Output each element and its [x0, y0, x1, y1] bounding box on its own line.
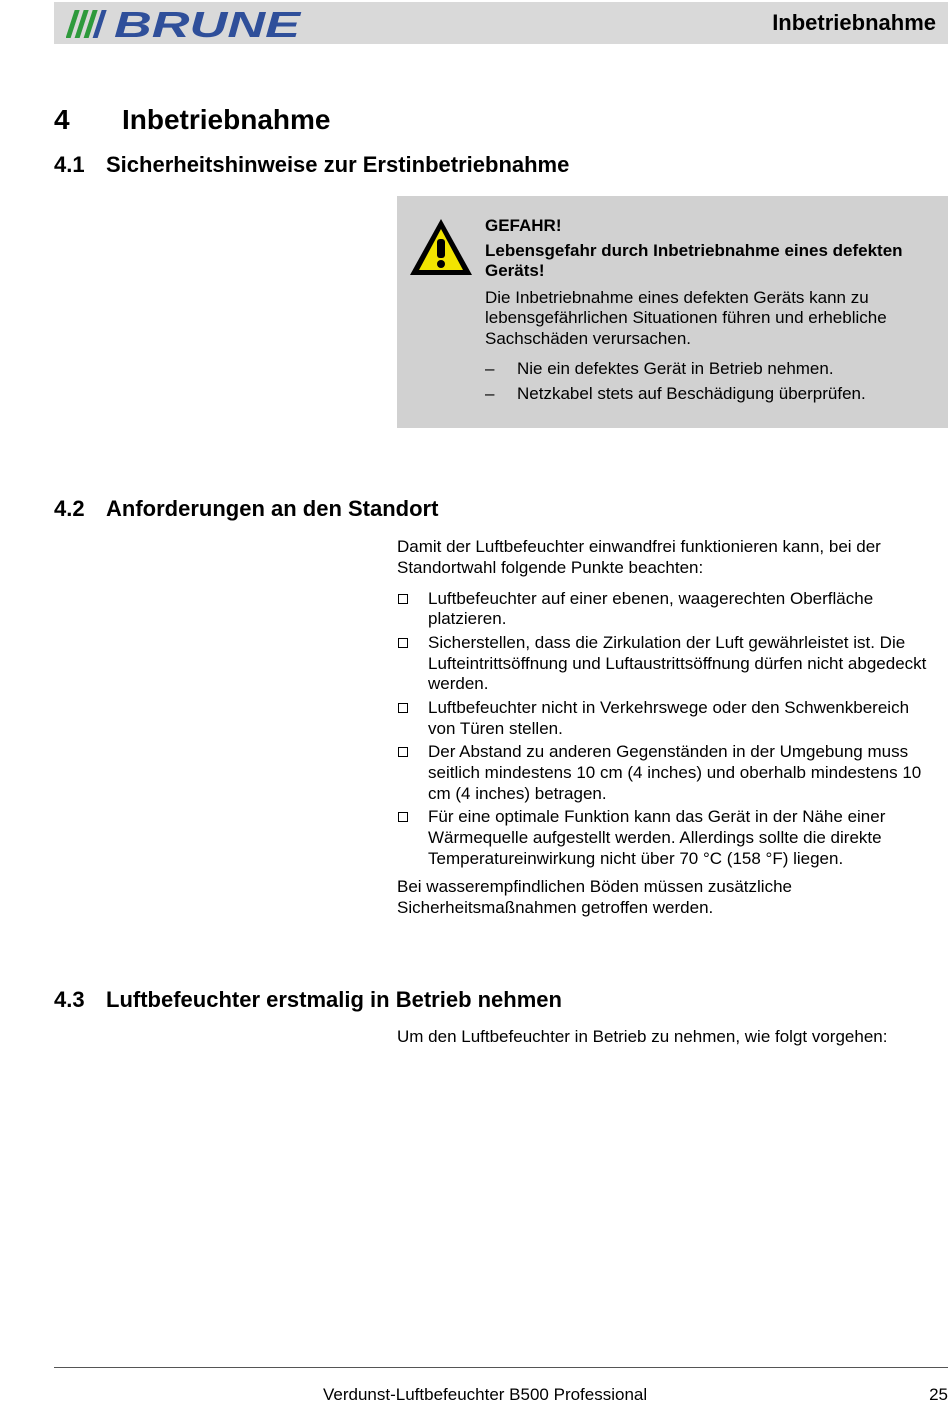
warning-description: Die Inbetriebnahme eines defekten Geräts kann zu lebensgefährlichen Situationen führen und erhebliche Sachschäden verursachen. — [485, 287, 887, 348]
warning-measures — [485, 359, 935, 404]
section-title: Anforderungen an den Standort — [106, 496, 439, 521]
square-bullet-icon — [398, 638, 408, 648]
list-item — [485, 384, 935, 405]
inbetrieb-intro: Um den Luftbefeuchter in Betrieb zu nehmen, wie folgt vorgehen: — [397, 1027, 888, 1046]
list-item — [397, 589, 937, 631]
page-header — [54, 2, 948, 44]
danger-warning-box — [397, 196, 948, 428]
list-item — [397, 633, 937, 695]
brune-logo — [66, 6, 306, 42]
section-heading-4-1 — [54, 152, 569, 178]
section-title: Luftbefeuchter erstmalig in Betrieb nehmen — [106, 987, 562, 1012]
section-number: 4.3 — [54, 987, 85, 1012]
warning-headline: Lebensgefahr durch Inbetriebnahme eines defekten Geräts! — [485, 240, 903, 280]
section-heading-4-3 — [54, 987, 562, 1013]
standort-bullet-list — [397, 589, 937, 870]
measure-text: Netzkabel stets auf Beschädigung überprüfen. — [517, 383, 866, 403]
square-bullet-icon — [398, 812, 408, 822]
chapter-title: Inbetriebnahme — [122, 104, 331, 135]
section-number: 4.2 — [54, 496, 85, 521]
standort-content — [397, 537, 937, 919]
logo-wordmark: BRUNE — [114, 6, 302, 42]
square-bullet-icon — [398, 747, 408, 757]
bullet-text: Luftbefeuchter nicht in Verkehrswege oder den Schwenkbereich von Türen stellen. — [428, 697, 910, 738]
warning-signal-word: GEFAHR! — [485, 216, 562, 235]
footer-document-title: Verdunst-Luftbefeuchter B500 Professional — [323, 1385, 648, 1404]
bullet-text: Der Abstand zu anderen Gegenständen in der Umgebung muss seitlich mindestens 10 cm (4 inches) und oberhalb mindestens 10 cm (4 inches) betragen. — [428, 741, 922, 803]
bullet-text: Für eine optimale Funktion kann das Gerät in der Nähe einer Wärmequelle aufgestellt werden. Allerdings sollte die direkte Temperatureinwirkung nicht über 70 °C (158 °F) liegen. — [428, 806, 886, 868]
standort-note: Bei wasserempfindlichen Böden müssen zusätzliche Sicherheitsmaßnahmen getroffen werden. — [397, 877, 792, 918]
warning-triangle-icon — [407, 216, 475, 278]
square-bullet-icon — [398, 703, 408, 713]
chapter-heading — [54, 104, 330, 136]
list-item — [485, 359, 935, 380]
list-item — [397, 698, 937, 740]
dash-marker: – — [485, 383, 495, 403]
list-item — [397, 807, 937, 869]
square-bullet-icon — [398, 594, 408, 604]
standort-intro: Damit der Luftbefeuchter einwandfrei funktionieren kann, bei der Standortwahl folgende Punkte beachten: — [397, 537, 881, 577]
section-title: Sicherheitshinweise zur Erstinbetriebnahme — [106, 152, 570, 177]
measure-text: Nie ein defektes Gerät in Betrieb nehmen. — [517, 359, 834, 378]
dash-marker: – — [485, 359, 495, 378]
section-number: 4.1 — [54, 152, 85, 177]
page-number: 25 — [929, 1385, 948, 1404]
chapter-number: 4 — [54, 104, 70, 135]
bullet-text: Sicherstellen, dass die Zirkulation der Luft gewährleistet ist. Die Lufteintrittsöffnung und Luftaustrittsöffnung dürfen nicht abgedeckt werden. — [428, 632, 927, 694]
bullet-text: Luftbefeuchter auf einer ebenen, waagerechten Oberfläche platzieren. — [428, 588, 874, 629]
section-heading-4-2 — [54, 496, 438, 522]
list-item — [397, 742, 937, 804]
header-title: Inbetriebnahme — [772, 10, 936, 35]
footer-divider — [54, 1367, 948, 1368]
warning-text — [485, 216, 935, 408]
